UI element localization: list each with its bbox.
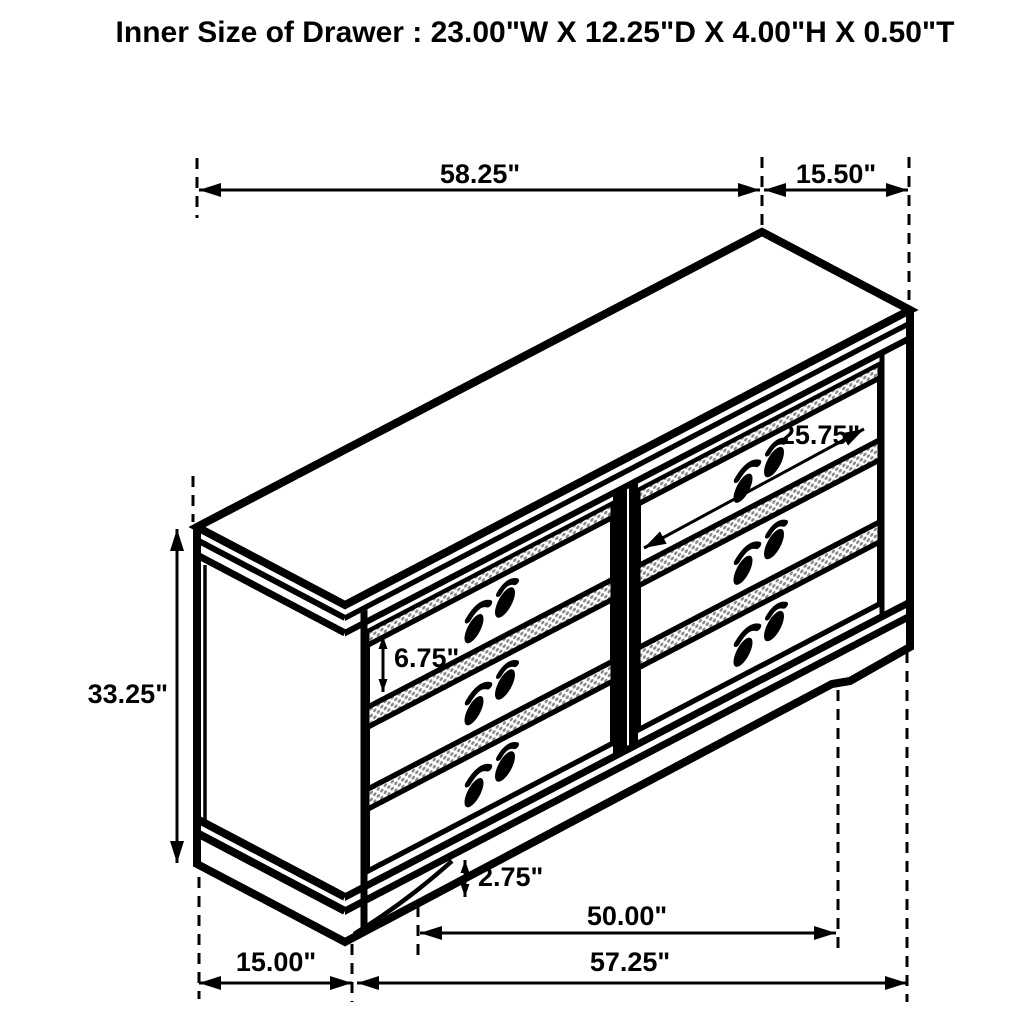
diagram-title: Inner Size of Drawer : 23.00"W X 12.25"D X 4.00"H X 0.50"T <box>115 16 955 49</box>
center-stile <box>629 480 638 751</box>
dim-base-total-width-label: 57.25" <box>589 947 671 977</box>
dim-drawer-width-label: 25.75" <box>779 420 861 450</box>
dim-base-width-label: 50.00" <box>586 901 668 931</box>
dim-drawer-face-height-label: 6.75" <box>394 643 460 673</box>
dim-overall-height-label: 33.25" <box>87 679 168 709</box>
dim-top-width-label: 58.25" <box>439 159 521 189</box>
dim-plinth-height-label: 2.75" <box>478 862 544 892</box>
center-stile <box>613 486 627 759</box>
dim-top-depth-label: 15.50" <box>795 159 877 189</box>
dim-base-depth-label: 15.00" <box>235 947 317 977</box>
